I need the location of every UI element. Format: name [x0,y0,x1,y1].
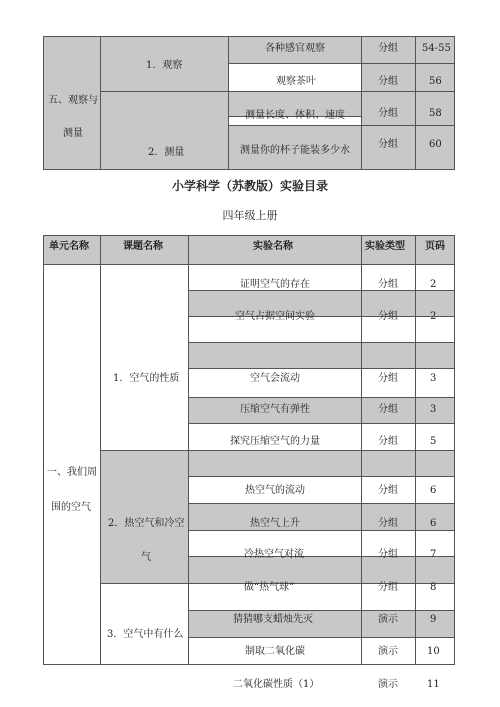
page-number: 3 [430,404,437,415]
header-type: 实验类型 [365,241,405,252]
unit-label-line1: 五、观察与 [48,95,98,106]
experiment-type: 分组 [378,485,398,496]
experiment-name: 测量你的杯子能装多少水 [240,145,350,156]
name-cell [188,450,362,477]
experiment-type: 分组 [378,311,398,322]
topic-cell-3 [100,583,189,665]
experiment-name: 测量长度、体积、速度 [245,110,345,121]
page-number: 7 [430,549,437,560]
page-number: 2 [430,279,437,290]
document-title: 小学科学（苏教版）实验目录 [171,179,328,193]
page-number: 58 [429,108,442,119]
experiment-type: 演示 [378,614,398,625]
experiment-name: 空气占据空间实验 [235,311,315,322]
experiment-name: 各种感官观察 [265,43,325,54]
experiment-type: 分组 [378,549,398,560]
unit-label-line2: 围的空气 [51,502,91,513]
experiment-name: 空气会流动 [250,373,300,384]
experiment-name: 做“热气球” [244,582,295,593]
experiment-name: 二氧化碳性质（1） [233,679,320,690]
page-number: 10 [427,646,440,657]
page-cell [415,450,455,477]
topic-air-contents: 3．空气中有什么 [107,629,184,640]
page-number: 11 [427,679,440,690]
header-unit: 单元名称 [49,241,89,252]
page-number: 6 [430,485,437,496]
page-number: 56 [429,76,442,87]
topic-measure: 2．测量 [148,147,185,158]
experiment-type: 分组 [378,404,398,415]
experiment-name: 证明空气的存在 [240,279,310,290]
experiment-name: 观察茶叶 [276,76,316,87]
page-number: 2 [430,311,437,322]
page-number: 5 [430,436,437,447]
experiment-type: 演示 [378,646,398,657]
experiment-type: 分组 [378,43,398,54]
experiment-type: 分组 [378,582,398,593]
document-subtitle: 四年级上册 [222,209,278,222]
topic-hot-cold-air-line1: 2．热空气和冷空 [108,518,185,529]
experiment-name: 猜猜哪支蜡烛先灭 [233,614,313,625]
type-cell [361,450,416,477]
experiment-name: 探究压缩空气的力量 [230,436,320,447]
topic-observe: 1．观察 [146,60,183,71]
header-topic: 课题名称 [123,241,163,252]
experiment-type: 分组 [378,139,398,150]
unit-label-line2: 测量 [63,128,83,139]
experiment-name: 压缩空气有弹性 [240,404,310,415]
unit-label-line1: 一、我们周 [47,467,97,478]
type-cell [361,342,416,369]
page-number: 6 [430,518,437,529]
page-number: 60 [429,139,442,150]
experiment-type: 分组 [378,436,398,447]
topic-air-properties: 1．空气的性质 [113,373,180,384]
topic-hot-cold-air-line2: 气 [141,552,151,563]
page-cell [415,342,455,369]
experiment-type: 分组 [378,76,398,87]
page-number: 54-55 [422,43,451,54]
page-number: 9 [430,614,437,625]
experiment-type: 分组 [378,373,398,384]
page-number: 3 [430,373,437,384]
experiment-type: 分组 [378,108,398,119]
unit-cell [43,264,101,665]
experiment-type: 分组 [378,518,398,529]
experiment-name: 热空气的流动 [245,485,305,496]
name-cell [188,342,362,369]
header-page: 页码 [425,241,445,252]
header-experiment: 实验名称 [253,241,293,252]
page-number: 8 [430,582,437,593]
experiment-type: 演示 [378,679,398,690]
experiment-name: 热空气上升 [250,518,300,529]
experiment-name: 冷热空气对流 [244,549,304,560]
topic-cell-1 [100,264,189,451]
experiment-name: 制取二氧化碳 [245,646,305,657]
experiment-type: 分组 [378,279,398,290]
